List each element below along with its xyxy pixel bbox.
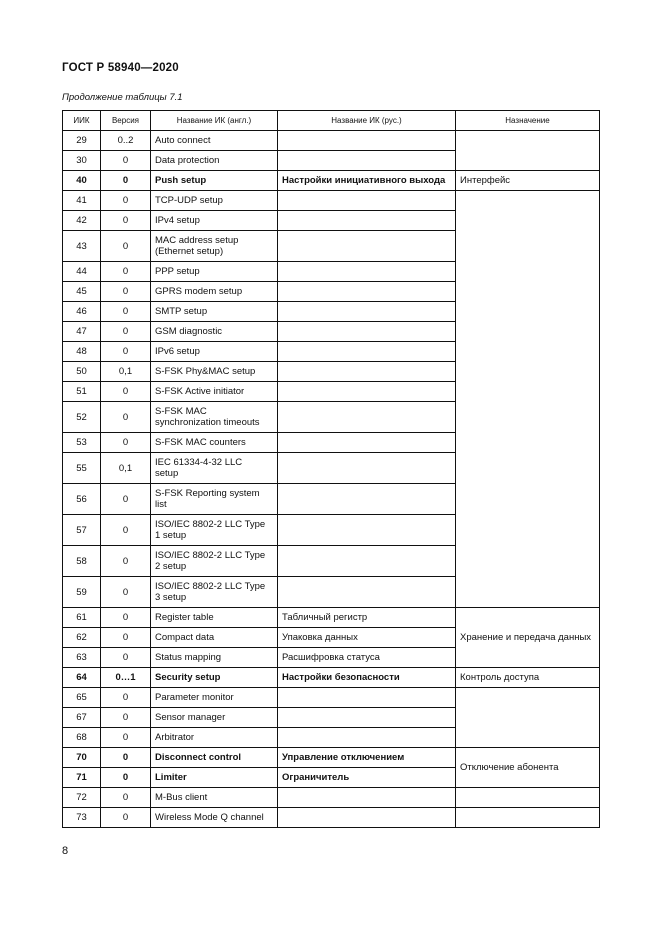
cell-name-ru — [278, 362, 456, 382]
classes-table — [62, 110, 600, 828]
cell-version: 0 — [101, 688, 151, 708]
table-row — [63, 788, 600, 808]
cell-name-en: S-FSK MAC counters — [151, 433, 278, 453]
cell-name-ru: Настройки инициативного выхода — [278, 171, 456, 191]
cell-version: 0 — [101, 171, 151, 191]
cell-version: 0 — [101, 302, 151, 322]
cell-id: 30 — [63, 151, 101, 171]
cell-name-en: SMTP setup — [151, 302, 278, 322]
document-title: ГОСТ Р 58940—2020 — [62, 62, 179, 74]
cell-version: 0 — [101, 402, 151, 433]
cell-version: 0,1 — [101, 453, 151, 484]
cell-name-ru: Табличный регистр — [278, 608, 456, 628]
cell-name-ru — [278, 131, 456, 151]
cell-id: 62 — [63, 628, 101, 648]
cell-id: 56 — [63, 484, 101, 515]
cell-version: 0 — [101, 608, 151, 628]
table-header-row — [63, 111, 600, 131]
cell-name-en: ISO/IEC 8802-2 LLC Type 1 setup — [151, 515, 278, 546]
table-row — [63, 131, 600, 151]
cell-version: 0 — [101, 515, 151, 546]
cell-name-ru — [278, 191, 456, 211]
cell-name-ru: Упаковка данных — [278, 628, 456, 648]
cell-name-ru — [278, 788, 456, 808]
cell-name-en: GSM diagnostic — [151, 322, 278, 342]
cell-name-en: S-FSK MAC synchronization timeouts — [151, 402, 278, 433]
cell-name-ru — [278, 231, 456, 262]
cell-version: 0 — [101, 191, 151, 211]
cell-name-ru — [278, 342, 456, 362]
cell-name-en: Security setup — [151, 668, 278, 688]
cell-name-en: M-Bus client — [151, 788, 278, 808]
cell-name-ru — [278, 453, 456, 484]
table-row — [63, 688, 600, 708]
cell-id: 55 — [63, 453, 101, 484]
cell-id: 41 — [63, 191, 101, 211]
cell-version: 0 — [101, 322, 151, 342]
cell-purpose: Хранение и передача данных — [456, 608, 600, 668]
cell-name-ru: Ограничитель — [278, 768, 456, 788]
cell-id: 51 — [63, 382, 101, 402]
cell-version: 0 — [101, 577, 151, 608]
cell-name-en: Limiter — [151, 768, 278, 788]
col-header-id: ИИК — [63, 111, 101, 131]
cell-purpose: Интерфейс — [456, 171, 600, 191]
cell-name-ru: Управление отключением — [278, 748, 456, 768]
cell-name-en: ISO/IEC 8802-2 LLC Type 3 setup — [151, 577, 278, 608]
cell-id: 47 — [63, 322, 101, 342]
cell-name-en: Auto connect — [151, 131, 278, 151]
cell-version: 0..2 — [101, 131, 151, 151]
cell-id: 52 — [63, 402, 101, 433]
cell-name-en: ISO/IEC 8802-2 LLC Type 2 setup — [151, 546, 278, 577]
cell-id: 61 — [63, 608, 101, 628]
cell-name-ru: Расшифровка статуса — [278, 648, 456, 668]
table-row — [63, 748, 600, 768]
cell-name-ru — [278, 402, 456, 433]
cell-name-ru — [278, 708, 456, 728]
cell-name-ru — [278, 546, 456, 577]
cell-id: 71 — [63, 768, 101, 788]
cell-name-en: PPP setup — [151, 262, 278, 282]
cell-id: 73 — [63, 808, 101, 828]
cell-purpose — [456, 808, 600, 828]
cell-name-en: Status mapping — [151, 648, 278, 668]
cell-name-en: MAC address setup (Ethernet setup) — [151, 231, 278, 262]
cell-version: 0 — [101, 768, 151, 788]
table-row — [63, 608, 600, 628]
cell-name-ru — [278, 577, 456, 608]
cell-name-ru — [278, 728, 456, 748]
cell-version: 0 — [101, 748, 151, 768]
cell-name-ru: Настройки безопасности — [278, 668, 456, 688]
cell-purpose — [456, 688, 600, 748]
table-row — [63, 808, 600, 828]
cell-version: 0 — [101, 628, 151, 648]
cell-name-en: IPv6 setup — [151, 342, 278, 362]
col-header-name-ru: Название ИК (рус.) — [278, 111, 456, 131]
cell-id: 42 — [63, 211, 101, 231]
cell-name-en: Sensor manager — [151, 708, 278, 728]
cell-name-ru — [278, 484, 456, 515]
cell-version: 0 — [101, 808, 151, 828]
col-header-version: Версия — [101, 111, 151, 131]
cell-name-en: Register table — [151, 608, 278, 628]
cell-purpose — [456, 191, 600, 608]
cell-id: 67 — [63, 708, 101, 728]
cell-name-en: Wireless Mode Q channel — [151, 808, 278, 828]
cell-version: 0 — [101, 342, 151, 362]
table-row — [63, 171, 600, 191]
cell-id: 40 — [63, 171, 101, 191]
cell-id: 45 — [63, 282, 101, 302]
cell-name-en: Data protection — [151, 151, 278, 171]
cell-id: 72 — [63, 788, 101, 808]
cell-purpose — [456, 131, 600, 171]
cell-name-ru — [278, 282, 456, 302]
cell-purpose: Контроль доступа — [456, 668, 600, 688]
cell-name-en: Parameter monitor — [151, 688, 278, 708]
cell-id: 58 — [63, 546, 101, 577]
cell-name-en: S-FSK Phy&MAC setup — [151, 362, 278, 382]
cell-name-ru — [278, 433, 456, 453]
cell-id: 46 — [63, 302, 101, 322]
cell-name-en: S-FSK Reporting system list — [151, 484, 278, 515]
col-header-purpose: Назначение — [456, 111, 600, 131]
cell-version: 0 — [101, 728, 151, 748]
cell-version: 0 — [101, 262, 151, 282]
cell-name-ru — [278, 688, 456, 708]
cell-id: 57 — [63, 515, 101, 546]
cell-name-ru — [278, 151, 456, 171]
cell-name-en: TCP-UDP setup — [151, 191, 278, 211]
cell-id: 48 — [63, 342, 101, 362]
cell-id: 44 — [63, 262, 101, 282]
cell-version: 0 — [101, 151, 151, 171]
cell-name-ru — [278, 322, 456, 342]
cell-version: 0 — [101, 484, 151, 515]
cell-version: 0 — [101, 708, 151, 728]
cell-name-ru — [278, 515, 456, 546]
table-body — [63, 131, 600, 828]
cell-version: 0 — [101, 546, 151, 577]
cell-version: 0 — [101, 231, 151, 262]
cell-name-ru — [278, 382, 456, 402]
cell-id: 53 — [63, 433, 101, 453]
cell-version: 0 — [101, 211, 151, 231]
cell-id: 63 — [63, 648, 101, 668]
table-row — [63, 668, 600, 688]
cell-id: 65 — [63, 688, 101, 708]
cell-name-en: GPRS modem setup — [151, 282, 278, 302]
cell-id: 70 — [63, 748, 101, 768]
cell-id: 29 — [63, 131, 101, 151]
cell-id: 50 — [63, 362, 101, 382]
cell-name-en: S-FSK Active initiator — [151, 382, 278, 402]
table-caption: Продолжение таблицы 7.1 — [62, 92, 183, 103]
cell-name-en: Arbitrator — [151, 728, 278, 748]
cell-id: 64 — [63, 668, 101, 688]
cell-name-en: IPv4 setup — [151, 211, 278, 231]
cell-version: 0 — [101, 788, 151, 808]
cell-version: 0…1 — [101, 668, 151, 688]
cell-purpose — [456, 788, 600, 808]
cell-version: 0 — [101, 282, 151, 302]
cell-name-en: IEC 61334-4-32 LLC setup — [151, 453, 278, 484]
cell-id: 59 — [63, 577, 101, 608]
cell-version: 0 — [101, 433, 151, 453]
cell-name-ru — [278, 808, 456, 828]
cell-name-ru — [278, 211, 456, 231]
col-header-name-en: Название ИК (англ.) — [151, 111, 278, 131]
cell-name-ru — [278, 262, 456, 282]
cell-name-en: Push setup — [151, 171, 278, 191]
cell-name-en: Compact data — [151, 628, 278, 648]
cell-id: 68 — [63, 728, 101, 748]
cell-version: 0 — [101, 648, 151, 668]
cell-version: 0 — [101, 382, 151, 402]
table-row — [63, 191, 600, 211]
cell-version: 0,1 — [101, 362, 151, 382]
cell-id: 43 — [63, 231, 101, 262]
cell-purpose: Отключение абонента — [456, 748, 600, 788]
cell-name-ru — [278, 302, 456, 322]
cell-name-en: Disconnect control — [151, 748, 278, 768]
page-number: 8 — [62, 845, 69, 857]
